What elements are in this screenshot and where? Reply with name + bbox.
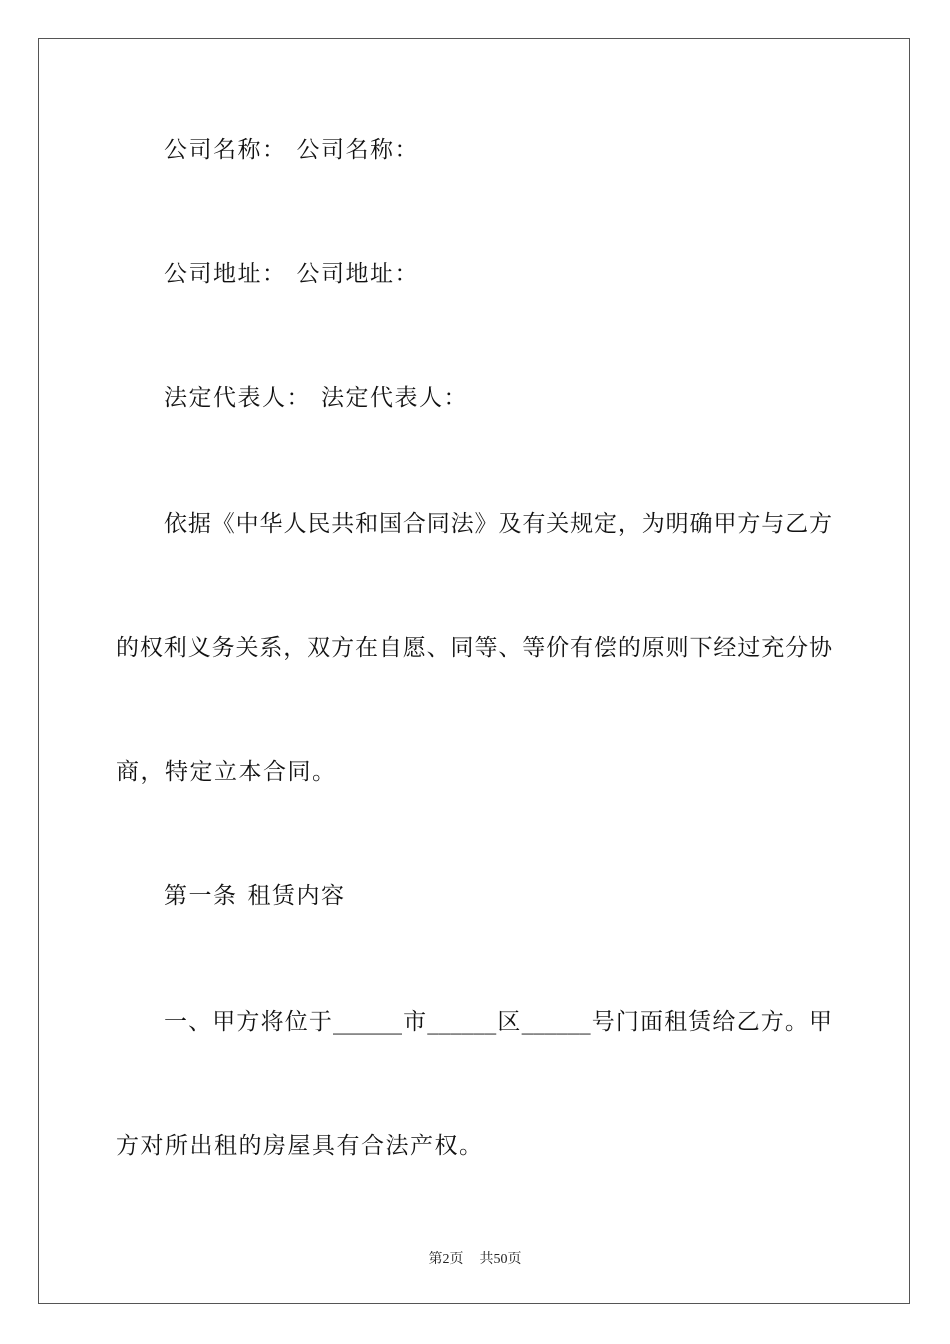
company-name-row: [164, 136, 419, 164]
legal-rep-label-a: 法定代表人：: [164, 385, 311, 411]
page-number: 第2页: [428, 1252, 464, 1267]
company-address-label-b: 公司地址：: [296, 261, 419, 287]
company-name-label-b: 公司名称：: [296, 137, 419, 163]
article-1-heading: [164, 882, 346, 910]
preamble-line-1: 依据《中华人民共和国合同法》及有关规定，为明确甲方与乙方: [164, 511, 832, 537]
legal-rep-row: [164, 384, 468, 412]
preamble-line-2: 的权利义务关系，双方在自愿、同等、等价有偿的原则下经过充分协: [116, 635, 832, 661]
page-total: 共50页: [479, 1252, 522, 1267]
company-address-row: [164, 260, 419, 288]
company-name-label-a: 公司名称：: [164, 137, 287, 163]
clause-1-line-1: 一、甲方将位于______市______区______号门面租赁给乙方。甲: [164, 1009, 832, 1035]
article-1-title: 租赁内容: [247, 883, 346, 909]
article-1-number: 第一条: [164, 883, 238, 909]
page-border: [38, 38, 910, 1304]
preamble-line-3: 商，特定立本合同。: [116, 759, 337, 785]
clause-1-line-2: 方对所出租的房屋具有合法产权。: [116, 1133, 484, 1159]
company-address-label-a: 公司地址：: [164, 261, 287, 287]
page-footer: [0, 1248, 950, 1268]
legal-rep-label-b: 法定代表人：: [321, 385, 468, 411]
